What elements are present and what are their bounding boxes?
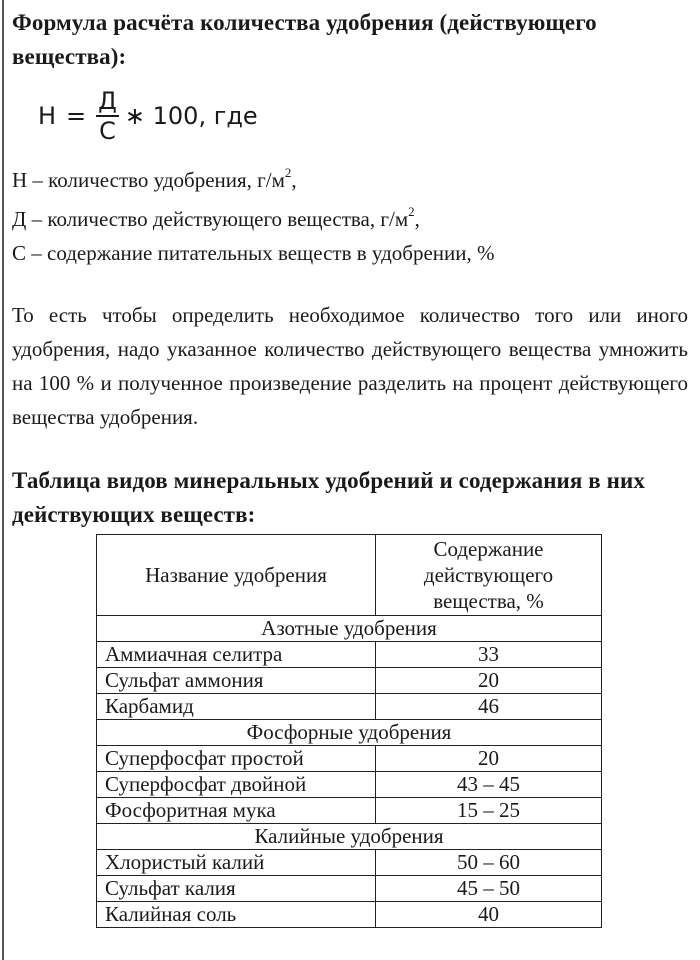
table-row [97, 876, 602, 902]
fertilizer-name: Карбамид [97, 694, 376, 720]
table-row [97, 668, 602, 694]
legend-line: С – содержание питательных веществ в удобрении, % [12, 241, 495, 265]
table-row [97, 642, 602, 668]
formula-fraction [96, 87, 119, 145]
fertilizer-value: 33 [376, 642, 602, 668]
group-row [97, 616, 602, 642]
group-row [97, 720, 602, 746]
group-title: Азотные удобрения [97, 616, 602, 642]
formula-heading: Формула расчёта количества удобрения (действующего вещества): [12, 10, 597, 69]
group-title: Фосфорные удобрения [97, 720, 602, 746]
fertilizer-table [96, 534, 602, 928]
fertilizer-name: Фосфоритная мука [97, 798, 376, 824]
table-row [97, 902, 602, 928]
table-row [97, 694, 602, 720]
header-name: Название удобрения [97, 535, 376, 616]
fertilizer-name: Калийная соль [97, 902, 376, 928]
fertilizer-name: Хлористый калий [97, 850, 376, 876]
table-row [97, 772, 602, 798]
header-content: Содержание действующего вещества, % [376, 535, 602, 616]
page-left-border [2, 0, 4, 960]
legend-line: Н – количество удобрения, $г/м^2$, [12, 165, 297, 192]
fertilizer-name: Аммиачная селитра [97, 642, 376, 668]
formula-rest: ∗ 100, где [124, 102, 258, 130]
formula-equals: = [66, 102, 87, 130]
fertilizer-value: 45 – 50 [376, 876, 602, 902]
fertilizer-name: Суперфосфат простой [97, 746, 376, 772]
formula-legend [12, 158, 688, 270]
fertilizer-value: 40 [376, 902, 602, 928]
fertilizer-name: Сульфат калия [97, 876, 376, 902]
fertilizer-name: Сульфат аммония [97, 668, 376, 694]
formula-numerator: Д [98, 87, 117, 115]
formula-denominator: С [99, 117, 116, 145]
formula-lhs: Н [38, 102, 57, 130]
group-title: Калийные удобрения [97, 824, 602, 850]
table-row [97, 850, 602, 876]
document-page [12, 6, 688, 928]
table-header-row [97, 535, 602, 616]
table-row [97, 746, 602, 772]
formula [38, 74, 688, 158]
fertilizer-value: 15 – 25 [376, 798, 602, 824]
table-row [97, 798, 602, 824]
fertilizer-value: 20 [376, 668, 602, 694]
fertilizer-value: 20 [376, 746, 602, 772]
group-row [97, 824, 602, 850]
table-heading: Таблица видов минеральных удобрений и содержания в них действующих веществ: [12, 468, 645, 527]
fertilizer-value: 50 – 60 [376, 850, 602, 876]
fertilizer-value: 43 – 45 [376, 772, 602, 798]
legend-line: Д – количество действующего вещества, $г/м^2$, [12, 204, 420, 231]
explanation-paragraph: То есть чтобы определить необходимое количество того или иного удобрения, надо указанное количество действующего вещества умножить на 100 % и полученное произведение разделить на процент действующего вещества удобрения. [12, 303, 688, 429]
fertilizer-value: 46 [376, 694, 602, 720]
fertilizer-name: Суперфосфат двойной [97, 772, 376, 798]
